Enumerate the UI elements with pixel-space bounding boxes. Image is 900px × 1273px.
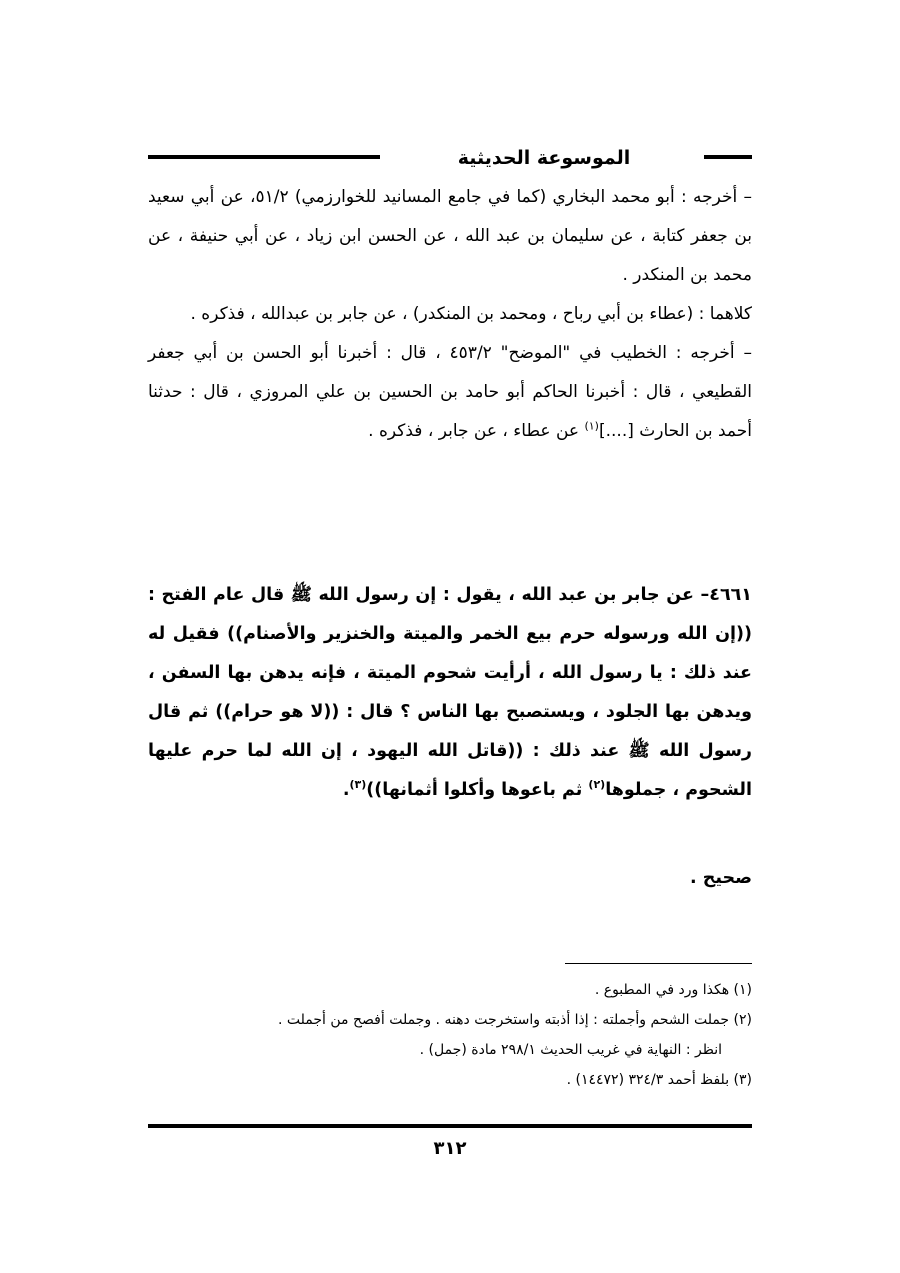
- hadith-text-part: ثم باعوها وأكلوا أثمانها)): [366, 780, 589, 800]
- footnote: (٢) جملت الشحم وأجملته : إذا أذبته واستخرجت دهنه . وجملت أفصح من أجملت .: [278, 1012, 752, 1028]
- running-header: [148, 143, 752, 175]
- hadith-block: [148, 576, 752, 810]
- footnote-marker: (١): [584, 419, 599, 433]
- header-title: الموسوعة الحديثية: [457, 147, 631, 169]
- footnote: (١) هكذا ورد في المطبوع .: [594, 982, 752, 998]
- takhrij-section: [148, 178, 752, 451]
- grade-block: [148, 859, 752, 898]
- hadith-text: [148, 576, 752, 810]
- footnote-separator: [565, 963, 752, 964]
- takhrij-paragraph: كلاهما : (عطاء بن أبي رباح ، ومحمد بن المنكدر) ، عن جابر بن عبدالله ، فذكره .: [190, 304, 752, 324]
- footnote-marker: (٣): [349, 778, 367, 792]
- header-rule-right: [704, 155, 752, 159]
- footnote: (٣) بلفظ أحمد ٣٢٤/٣ (١٤٤٧٢) .: [566, 1072, 752, 1088]
- takhrij-text: عن عطاء ، عن جابر ، فذكره .: [368, 421, 585, 441]
- takhrij-paragraph: – أخرجه : أبو محمد البخاري (كما في جامع المسانيد للخوارزمي) ٥١/٢، عن أبي سعيد بن جعفر كتابة ، عن سليمان بن عبد الله ، عن الحسن ابن زياد ، عن أبي حنيفة ، عن محمد بن المنكدر .: [148, 187, 752, 285]
- hadith-text-part: .: [342, 780, 350, 800]
- header-rule-left: [148, 155, 380, 159]
- footer-rule: [148, 1124, 752, 1128]
- hadith-grade: صحيح .: [689, 868, 752, 888]
- footnote-marker: (٢): [588, 778, 606, 792]
- footnotes: [148, 975, 752, 1095]
- takhrij-text: – أخرجه : الخطيب في "الموضح" ٤٥٣/٢ ، قال : أخبرنا أبو الحسن بن أبي جعفر القطيعي ، قال : أخبرنا الحاكم أبو حامد بن الحسين بن علي المروزي ، قال : حدثنا أحمد بن الحارث [....]: [148, 343, 752, 441]
- page-number: ٣١٢: [433, 1138, 467, 1159]
- hadith-text-part: عن جابر بن عبد الله ، يقول : إن رسول الله ﷺ قال عام الفتح : ((إن الله ورسوله حرم بيع الخمر والميتة والخنزير والأصنام)) فقيل له عند ذلك : يا رسول الله ، أرأيت شحوم الميتة ، فإنه يدهن بها السفن ، ويدهن بها الجلود ، ويستصبح بها الناس ؟ قال : ((لا هو حرام)) ثم قال رسول الله ﷺ عند ذلك : ((قاتل الله اليهود ، إن الله لما حرم عليها الشحوم ، جملوها: [148, 585, 752, 800]
- takhrij-paragraph: [148, 334, 752, 451]
- footnote: انظر : النهاية في غريب الحديث ٢٩٨/١ مادة (جمل) .: [419, 1042, 722, 1058]
- hadith-number: ٤٦٦١–: [700, 585, 752, 605]
